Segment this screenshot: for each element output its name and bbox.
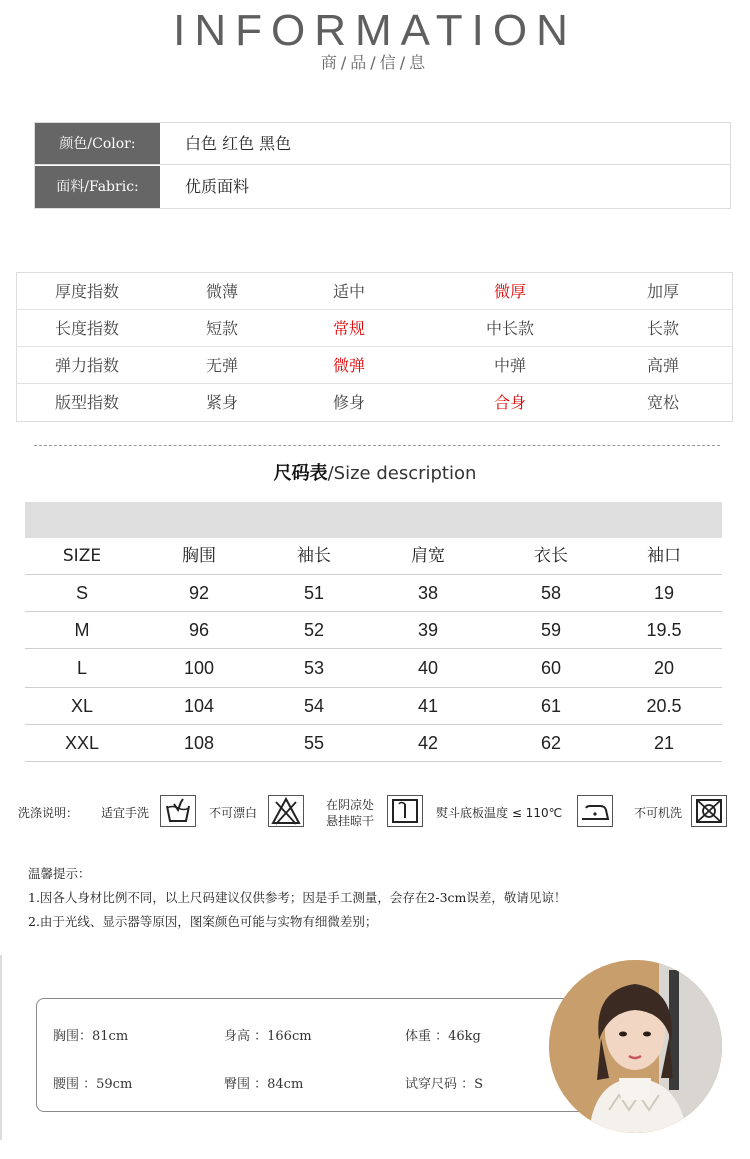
size-chart-title-bold: 尺码表 xyxy=(273,463,328,484)
model-hip: 臀围 ：84cm xyxy=(224,1077,304,1092)
index-label: 厚度指数 xyxy=(54,282,119,301)
model-weight: 体重 ：46kg xyxy=(405,1029,481,1044)
index-option-selected: 合身 xyxy=(493,393,526,412)
size-column-header: 袖长 xyxy=(297,546,331,566)
size-cell: 100 xyxy=(183,658,215,678)
size-table-row xyxy=(25,649,722,688)
divider xyxy=(34,445,720,446)
tips-title: 温馨提示： xyxy=(28,866,91,881)
index-label: 弹力指数 xyxy=(54,356,119,375)
index-option-selected: 常规 xyxy=(332,319,365,338)
tips-line: 1.因各人身材比例不同，以上尺码建议仅供参考；因是手工测量，会存在2-3cm误差，敬请见谅！ xyxy=(28,890,567,905)
care-label: 不可机洗 xyxy=(634,806,683,820)
size-column-header: 肩宽 xyxy=(411,546,445,566)
index-row xyxy=(17,273,732,310)
index-option: 短款 xyxy=(205,319,238,338)
size-chart-title xyxy=(0,459,750,485)
info-row-color xyxy=(35,123,730,165)
index-option: 中长款 xyxy=(485,319,534,338)
tips-section xyxy=(28,862,566,934)
size-cell: 21 xyxy=(653,733,675,753)
size-cell: 38 xyxy=(417,583,439,603)
product-info-table xyxy=(34,122,731,209)
size-table-row xyxy=(25,688,722,725)
size-cell: S xyxy=(75,583,88,603)
size-cell: 92 xyxy=(188,583,210,603)
size-cell: 55 xyxy=(303,733,325,753)
index-row xyxy=(17,384,732,421)
index-option: 高弹 xyxy=(646,356,679,375)
size-cell: 41 xyxy=(417,696,439,716)
size-cell: 62 xyxy=(540,733,562,753)
care-label: 熨斗底板温度 ≤ 110℃ xyxy=(436,806,563,820)
index-option: 宽松 xyxy=(646,393,679,412)
size-cell: 39 xyxy=(417,620,439,640)
index-option: 加厚 xyxy=(646,282,679,301)
index-row xyxy=(17,310,732,347)
index-option-selected: 微弹 xyxy=(332,356,365,375)
index-option: 修身 xyxy=(332,393,365,412)
size-table-header xyxy=(25,538,722,575)
index-row xyxy=(17,347,732,384)
size-cell: 20 xyxy=(653,658,675,678)
index-label: 版型指数 xyxy=(54,393,119,412)
hand-wash-icon xyxy=(160,795,196,827)
no-machine-wash-icon xyxy=(691,795,727,827)
info-row-fabric xyxy=(35,166,730,208)
size-cell: 53 xyxy=(303,658,325,678)
tips-line: 2.由于光线、显示器等原因，图案颜色可能与实物有细微差别； xyxy=(28,914,378,929)
model-height: 身高 ：166cm xyxy=(224,1029,312,1044)
size-cell: 51 xyxy=(303,583,325,603)
fit-index-table xyxy=(16,272,733,422)
page-subtitle: 商/品/信/息 xyxy=(320,53,430,72)
size-table-row xyxy=(25,612,722,649)
size-cell: 20.5 xyxy=(646,696,682,716)
size-cell: 60 xyxy=(540,658,562,678)
info-label: 颜色/Color: xyxy=(35,123,160,164)
model-size: 试穿尺码 ：S xyxy=(405,1077,484,1092)
index-option: 中弹 xyxy=(493,356,526,375)
size-cell: M xyxy=(74,620,90,640)
page-title: INFORMATION xyxy=(173,6,577,55)
care-instructions xyxy=(0,793,750,833)
size-cell: 108 xyxy=(183,733,215,753)
care-label: 不可漂白 xyxy=(209,806,258,820)
hang-dry-icon xyxy=(387,795,423,827)
size-cell: 58 xyxy=(540,583,562,603)
size-cell: XXL xyxy=(64,733,100,753)
index-option-selected: 微厚 xyxy=(493,282,526,301)
model-photo xyxy=(549,960,722,1133)
index-option: 微薄 xyxy=(205,282,238,301)
iron-icon xyxy=(577,795,613,827)
size-cell: 40 xyxy=(417,658,439,678)
care-label: 适宜手洗 xyxy=(101,806,150,820)
size-cell: 19 xyxy=(653,583,675,603)
size-table-band xyxy=(25,502,722,538)
size-cell: XL xyxy=(70,696,94,716)
info-label: 面料/Fabric: xyxy=(35,166,160,208)
size-cell: 19.5 xyxy=(646,620,682,640)
info-value: 白色 红色 黑色 xyxy=(185,134,292,153)
size-cell: 61 xyxy=(540,696,562,716)
index-option: 紧身 xyxy=(205,393,238,412)
index-option: 无弹 xyxy=(205,356,238,375)
size-column-header: SIZE xyxy=(62,546,102,566)
decorative-bar xyxy=(0,955,2,1140)
index-option: 长款 xyxy=(646,319,679,338)
size-cell: 42 xyxy=(417,733,439,753)
care-intro: 洗涤说明： xyxy=(18,806,79,820)
model-info-box xyxy=(36,998,596,1112)
model-chest: 胸围：81cm xyxy=(53,1029,129,1044)
no-bleach-icon xyxy=(268,795,304,827)
index-label: 长度指数 xyxy=(54,319,119,338)
size-cell: L xyxy=(76,658,87,678)
size-column-header: 袖口 xyxy=(647,546,681,566)
care-label: 在阴凉处 xyxy=(326,798,375,812)
model-waist: 腰围 ：59cm xyxy=(53,1077,133,1092)
size-chart-title-rest: /Size description xyxy=(327,463,477,484)
size-cell: 52 xyxy=(303,620,325,640)
size-cell: 104 xyxy=(183,696,215,716)
size-cell: 54 xyxy=(303,696,325,716)
size-column-header: 胸围 xyxy=(182,546,216,566)
index-option: 适中 xyxy=(332,282,365,301)
size-table-row xyxy=(25,575,722,612)
size-column-header: 衣长 xyxy=(534,546,568,566)
size-table-row xyxy=(25,725,722,762)
care-label: 悬挂晾干 xyxy=(326,814,375,828)
size-cell: 59 xyxy=(540,620,562,640)
info-value: 优质面料 xyxy=(185,177,250,196)
size-cell: 96 xyxy=(188,620,210,640)
